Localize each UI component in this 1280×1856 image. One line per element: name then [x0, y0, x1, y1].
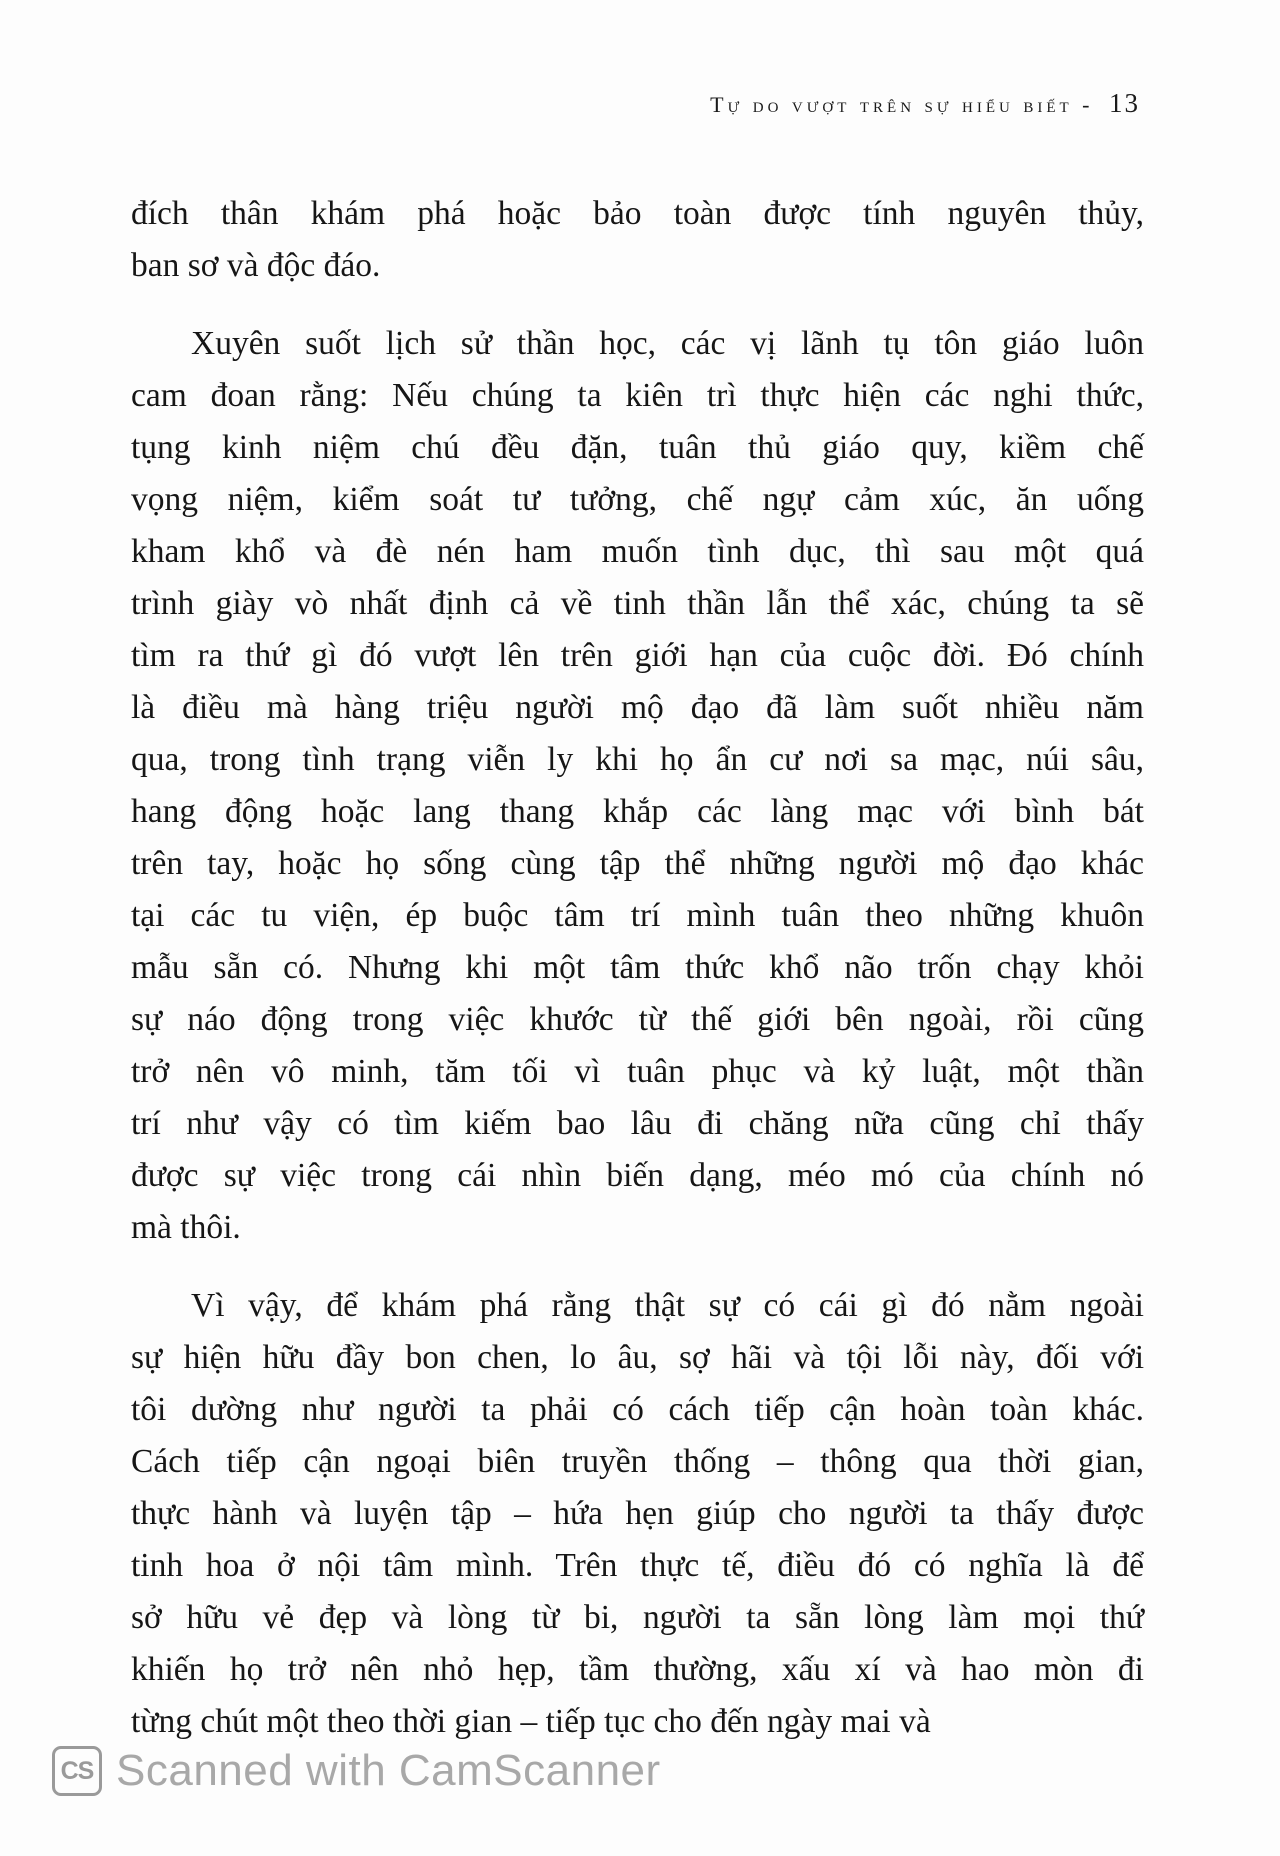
running-title: Tự do vượt trên sự hiểu biết - [710, 92, 1094, 117]
text-line: đích thân khám phá hoặc bảo toàn được tính nguyên thủy, [131, 195, 1144, 232]
text-line: tìm ra thứ gì đó vượt lên trên giới hạn của cuộc đời. Đó chính [131, 637, 1144, 674]
text-line: trí như vậy có tìm kiếm bao lâu đi chăng nữa cũng chỉ thấy [131, 1105, 1144, 1142]
text-line: Xuyên suốt lịch sử thần học, các vị lãnh tụ tôn giáo luôn [191, 325, 1144, 362]
text-line: sự hiện hữu đầy bon chen, lo âu, sợ hãi và tội lỗi này, đối với [131, 1339, 1144, 1376]
text-line: mẫu sẵn có. Nhưng khi một tâm thức khổ não trốn chạy khỏi [131, 949, 1144, 986]
text-line: tôi dường như người ta phải có cách tiếp cận hoàn toàn khác. [131, 1391, 1144, 1428]
text-line: kham khổ và đè nén ham muốn tình dục, thì sau một quá [131, 533, 1144, 570]
text-line: ban sơ và độc đáo. [131, 247, 381, 284]
paragraph [131, 1280, 1144, 1748]
text-line: hang động hoặc lang thang khắp các làng mạc với bình bát [131, 793, 1144, 830]
text-line: mà thôi. [131, 1209, 241, 1246]
camscanner-watermark [52, 1738, 661, 1804]
text-line: được sự việc trong cái nhìn biến dạng, méo mó của chính nó [131, 1157, 1144, 1194]
paragraph-gap [131, 1254, 1144, 1280]
paragraph [131, 188, 1144, 292]
body-text [131, 188, 1144, 1748]
paragraph [131, 318, 1144, 1254]
text-line: khiến họ trở nên nhỏ hẹp, tầm thường, xấu xí và hao mòn đi [131, 1651, 1144, 1688]
text-line: Vì vậy, để khám phá rằng thật sự có cái gì đó nằm ngoài [191, 1287, 1144, 1324]
page-number: 13 [1109, 88, 1140, 118]
camscanner-logo-icon: CS [52, 1746, 102, 1796]
text-line: qua, trong tình trạng viễn ly khi họ ẩn cư nơi sa mạc, núi sâu, [131, 741, 1144, 778]
text-line: cam đoan rằng: Nếu chúng ta kiên trì thực hiện các nghi thức, [131, 377, 1144, 414]
text-line: tinh hoa ở nội tâm mình. Trên thực tế, điều đó có nghĩa là để [131, 1547, 1144, 1584]
text-line: tại các tu viện, ép buộc tâm trí mình tuân theo những khuôn [131, 897, 1144, 934]
text-line: trình giày vò nhất định cả về tinh thần lẫn thể xác, chúng ta sẽ [131, 585, 1144, 622]
text-line: thực hành và luyện tập – hứa hẹn giúp cho người ta thấy được [131, 1495, 1144, 1532]
camscanner-text: Scanned with CamScanner [116, 1746, 661, 1795]
running-header [710, 88, 1140, 119]
text-line: tụng kinh niệm chú đều đặn, tuân thủ giáo quy, kiềm chế [131, 429, 1144, 466]
text-line: trở nên vô minh, tăm tối vì tuân phục và kỷ luật, một thần [131, 1053, 1144, 1090]
text-line: từng chút một theo thời gian – tiếp tục cho đến ngày mai và [131, 1703, 931, 1740]
text-line: sở hữu vẻ đẹp và lòng từ bi, người ta sẵn lòng làm mọi thứ [131, 1599, 1144, 1636]
text-line: sự náo động trong việc khước từ thế giới bên ngoài, rồi cũng [131, 1001, 1144, 1038]
text-line: vọng niệm, kiểm soát tư tưởng, chế ngự cảm xúc, ăn uống [131, 481, 1144, 518]
text-line: Cách tiếp cận ngoại biên truyền thống – thông qua thời gian, [131, 1443, 1144, 1480]
paragraph-gap [131, 292, 1144, 318]
text-line: là điều mà hàng triệu người mộ đạo đã làm suốt nhiều năm [131, 689, 1144, 726]
text-line: trên tay, hoặc họ sống cùng tập thể những người mộ đạo khác [131, 845, 1144, 882]
